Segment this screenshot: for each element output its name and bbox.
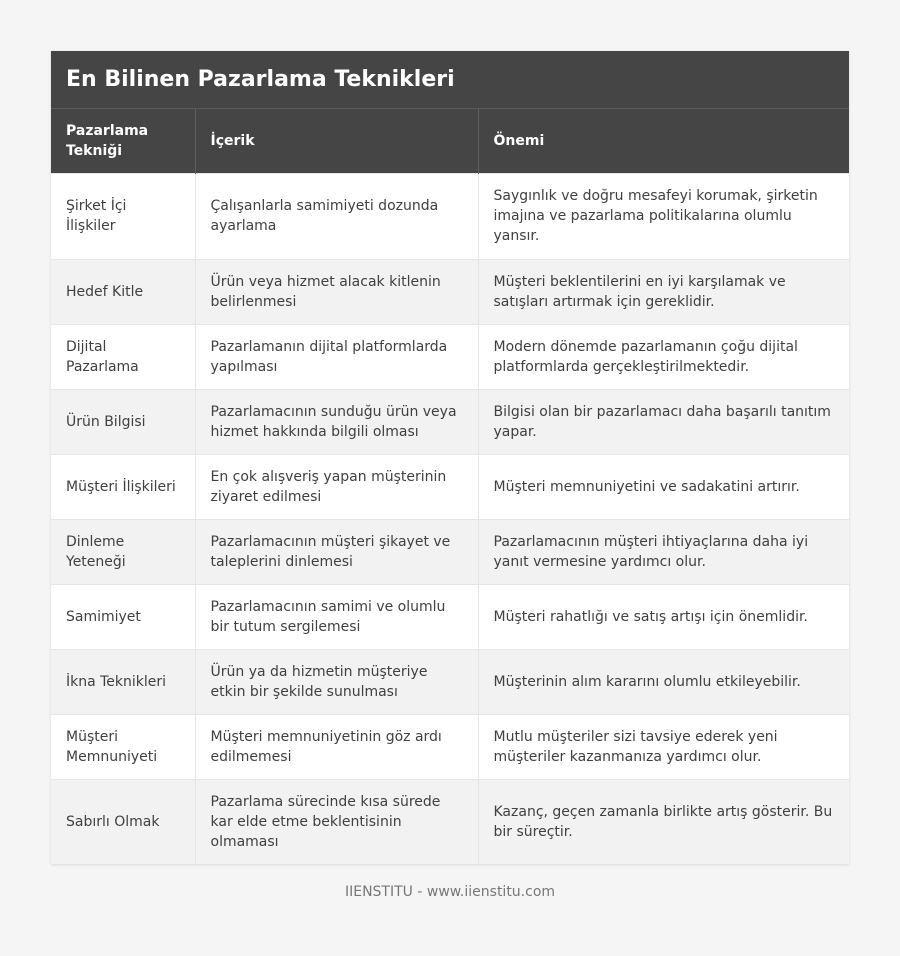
cell-importance: Müşteri rahatlığı ve satış artışı için önemlidir. [478, 584, 849, 649]
header-technique: Pazarlama Tekniği [51, 109, 195, 173]
cell-content: En çok alışveriş yapan müşterinin ziyaret edilmesi [195, 454, 478, 519]
table-row [51, 779, 849, 864]
cell-content: Pazarlamanın dijital platformlarda yapılması [195, 324, 478, 389]
cell-importance: Bilgisi olan bir pazarlamacı daha başarılı tanıtım yapar. [478, 389, 849, 454]
cell-content: Pazarlamacının sunduğu ürün veya hizmet hakkında bilgili olması [195, 389, 478, 454]
table-row [51, 324, 849, 389]
cell-content: Çalışanlarla samimiyeti dozunda ayarlama [195, 173, 478, 259]
cell-importance: Mutlu müşteriler sizi tavsiye ederek yeni müşteriler kazanmanıza yardımcı olur. [478, 714, 849, 779]
footer-credit: IIENSTITU - www.iienstitu.com [344, 884, 556, 900]
table-title: En Bilinen Pazarlama Teknikleri [51, 51, 849, 109]
cell-importance: Pazarlamacının müşteri ihtiyaçlarına daha iyi yanıt vermesine yardımcı olur. [478, 519, 849, 584]
header-content: İçerik [195, 109, 478, 173]
table-row [51, 389, 849, 454]
table-row [51, 649, 849, 714]
cell-content: Pazarlama sürecinde kısa sürede kar elde etme beklentisinin olmaması [195, 779, 478, 864]
cell-content: Ürün veya hizmet alacak kitlenin belirlenmesi [195, 259, 478, 324]
cell-content: Ürün ya da hizmetin müşteriye etkin bir şekilde sunulması [195, 649, 478, 714]
cell-importance: Müşteri memnuniyetini ve sadakatini artırır. [478, 454, 849, 519]
cell-technique: Dijital Pazarlama [51, 324, 195, 389]
table-row [51, 519, 849, 584]
cell-technique: Dinleme Yeteneği [51, 519, 195, 584]
header-importance: Önemi [493, 132, 545, 149]
table-row [51, 173, 849, 259]
cell-technique: Sabırlı Olmak [51, 779, 195, 864]
table-card [51, 51, 849, 864]
cell-technique: Ürün Bilgisi [51, 389, 195, 454]
cell-content: Pazarlamacının müşteri şikayet ve taleplerini dinlemesi [195, 519, 478, 584]
cell-technique: İkna Teknikleri [51, 649, 195, 714]
techniques-table [51, 109, 849, 864]
cell-technique: Müşteri Memnuniyeti [51, 714, 195, 779]
cell-technique: Samimiyet [51, 584, 195, 649]
table-body [51, 173, 849, 864]
cell-technique: Şirket İçi İlişkiler [51, 173, 195, 259]
cell-content: Pazarlamacının samimi ve olumlu bir tutum sergilemesi [195, 584, 478, 649]
cell-content: Müşteri memnuniyetinin göz ardı edilmemesi [195, 714, 478, 779]
table-row [51, 454, 849, 519]
cell-importance: Müşteri beklentilerini en iyi karşılamak ve satışları artırmak için gereklidir. [478, 259, 849, 324]
header-row [51, 109, 849, 173]
table-row [51, 584, 849, 649]
cell-technique: Hedef Kitle [51, 259, 195, 324]
cell-importance: Saygınlık ve doğru mesafeyi korumak, şirketin imajına ve pazarlama politikalarına olumlu yansır. [478, 173, 849, 259]
cell-importance: Kazanç, geçen zamanla birlikte artış gösterir. Bu bir süreçtir. [478, 779, 849, 864]
cell-importance: Modern dönemde pazarlamanın çoğu dijital platformlarda gerçekleştirilmektedir. [478, 324, 849, 389]
cell-technique: Müşteri İlişkileri [51, 454, 195, 519]
table-row [51, 714, 849, 779]
cell-importance: Müşterinin alım kararını olumlu etkileyebilir. [478, 649, 849, 714]
table-row [51, 259, 849, 324]
